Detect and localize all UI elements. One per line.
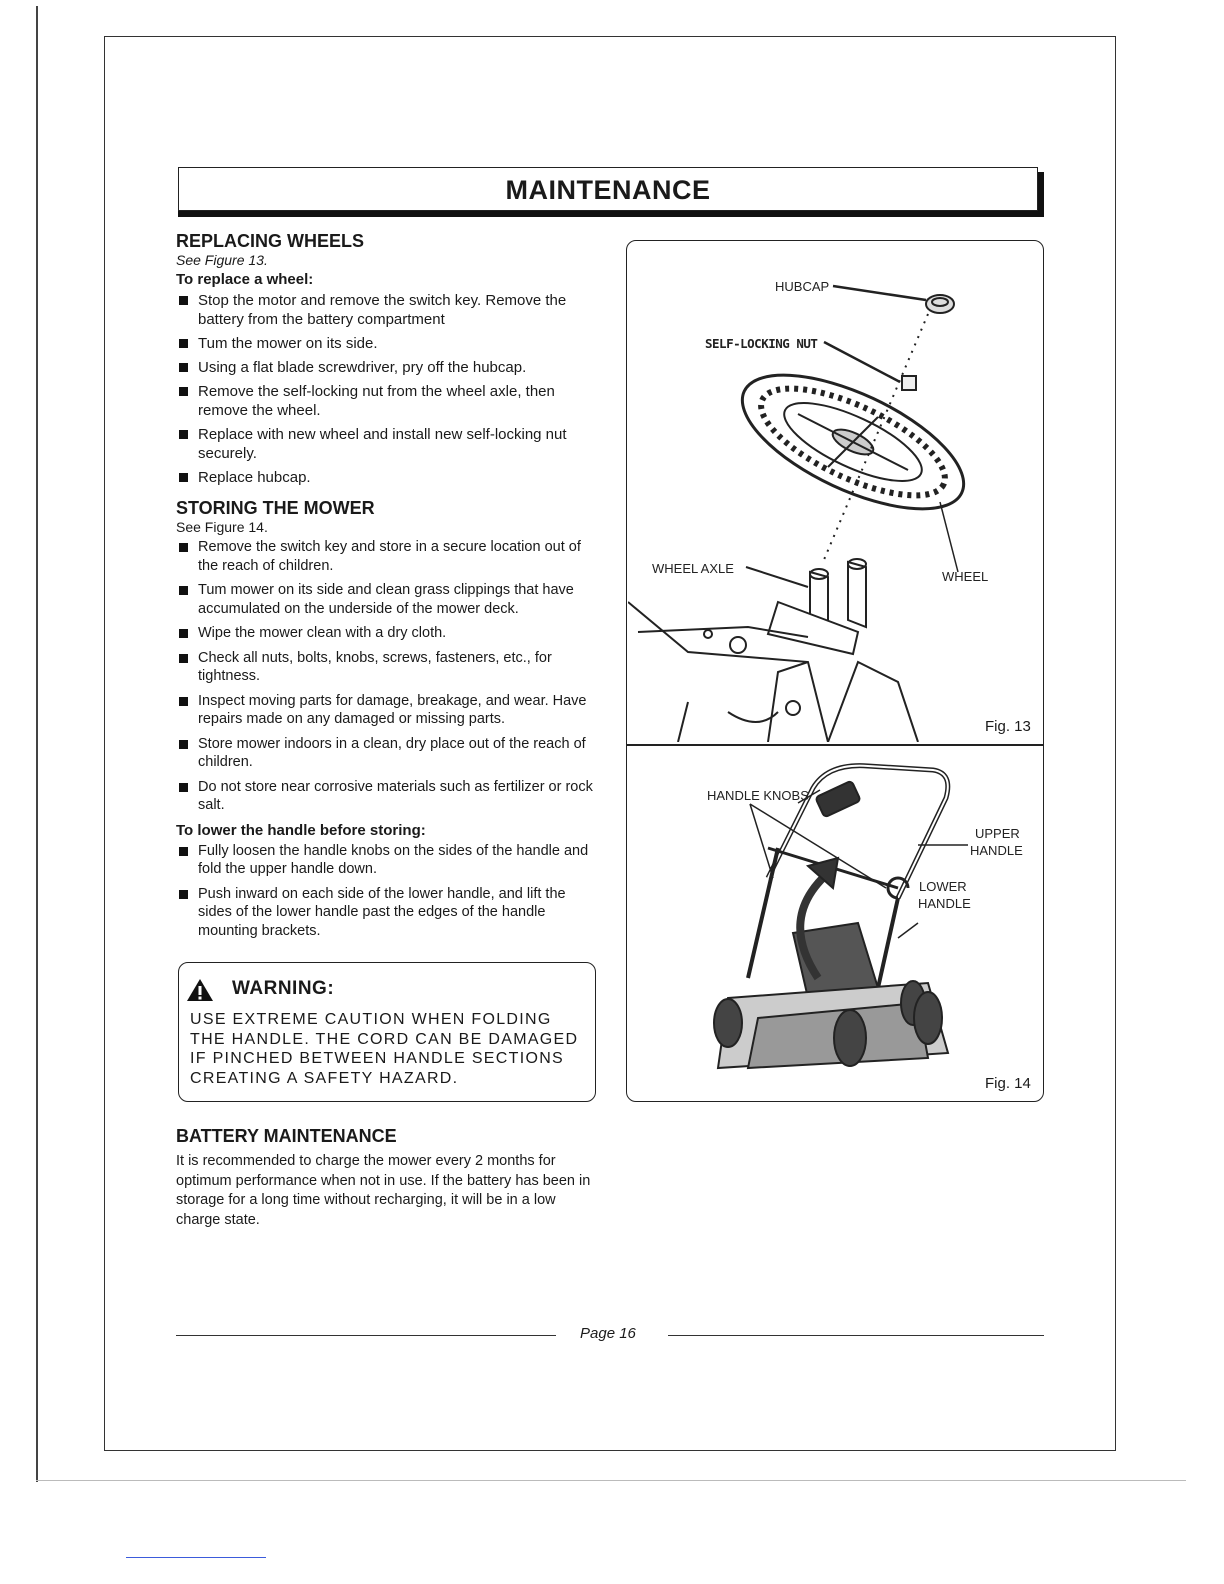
title-shadow-right [1038,172,1044,217]
list-item: Push inward on each side of the lower handle, and lift the sides of the lower handle past the edges of the handle mounting brackets. [176,885,600,941]
lower-handle-steps [176,842,600,941]
battery-text: It is recommended to charge the mower every 2 months for optimum performance when not in use. If the battery has been in storage for a long time without recharging, it will be in a low charge state. [176,1153,591,1228]
list-item: Store mower indoors in a clean, dry place out of the reach of children. [176,735,600,772]
warning-triangle-icon [186,978,214,1002]
see-figure-13: See Figure 13. [176,252,268,268]
replacing-wheels-heading: REPLACING WHEELS [176,231,365,251]
list-item: Remove the switch key and store in a secure location out of the reach of children. [176,538,600,575]
upper-handle-label-2: HANDLE [970,843,1023,858]
self-locking-nut-icon [902,376,916,390]
wheel-label: WHEEL [942,569,989,584]
figure-divider [626,744,1044,746]
battery-heading: BATTERY MAINTENANCE [176,1126,397,1146]
list-item: Inspect moving parts for damage, breakage, and wear. Have repairs made on any damaged or missing parts. [176,692,600,729]
handle-knobs-label: HANDLE KNOBS [707,788,809,803]
list-item: Check all nuts, bolts, knobs, screws, fasteners, etc., for tightness. [176,649,600,686]
footer-rule-right [668,1335,1044,1336]
warning-title: WARNING: [232,978,335,999]
storing-heading: STORING THE MOWER [176,498,375,518]
lower-handle-subheading: To lower the handle before storing: [176,821,426,839]
see-figure-14: See Figure 14. [176,519,268,535]
lower-handle-label-2: HANDLE [918,896,971,911]
page-title: MAINTENANCE [505,175,711,205]
section-title-box [178,167,1038,211]
list-item: Using a flat blade screwdriver, pry off the hubcap. [176,358,600,377]
replace-wheel-steps [176,291,600,487]
wheel-axle-label: WHEEL AXLE [652,561,734,576]
list-item: Wipe the mower clean with a dry cloth. [176,624,600,643]
title-shadow-bottom [178,211,1044,217]
list-item: Replace hubcap. [176,468,600,487]
list-item: Replace with new wheel and install new self-locking nut securely. [176,425,600,463]
lower-handle-label: LOWER [919,879,967,894]
left-column [176,230,600,946]
mower-illustration [628,748,1042,1098]
wheel-axle-icon [628,559,918,742]
self-locking-nut-label: SELF-LOCKING NUT [705,336,818,351]
wheel-assembly-illustration [628,242,1042,742]
fig-14-caption: Fig. 14 [985,1075,1031,1092]
handle-knob-icon [815,781,861,818]
storing-steps [176,538,600,815]
list-item: Do not store near corrosive materials such as fertilizer or rock salt. [176,778,600,815]
warning-text: USE EXTREME CAUTION WHEN FOLDING THE HANDLE. THE CORD CAN BE DAMAGED IF PINCHED BETWEEN HANDLE SECTIONS CREATING A SAFETY HAZARD. [190,1011,579,1087]
page-number: Page 16 [580,1325,636,1342]
upper-handle-label: UPPER [975,826,1020,841]
fig-13-caption: Fig. 13 [985,718,1031,735]
wheel-icon [724,348,982,536]
scan-edge-left [36,6,38,1482]
list-item: Tum mower on its side and clean grass clippings that have accumulated on the underside of the mower deck. [176,581,600,618]
scan-edge-bottom [36,1480,1186,1481]
footer-rule-left [176,1335,556,1336]
scan-underline-artifact [126,1557,266,1558]
list-item: Remove the self-locking nut from the wheel axle, then remove the wheel. [176,382,600,420]
list-item: Stop the motor and remove the switch key. Remove the battery from the battery compartment [176,291,600,329]
list-item: Fully loosen the handle knobs on the sides of the handle and fold the upper handle down. [176,842,600,879]
list-item: Tum the mower on its side. [176,334,600,353]
hubcap-label: HUBCAP [775,279,830,294]
hubcap-icon [926,295,954,313]
replace-wheel-subheading: To replace a wheel: [176,271,314,288]
